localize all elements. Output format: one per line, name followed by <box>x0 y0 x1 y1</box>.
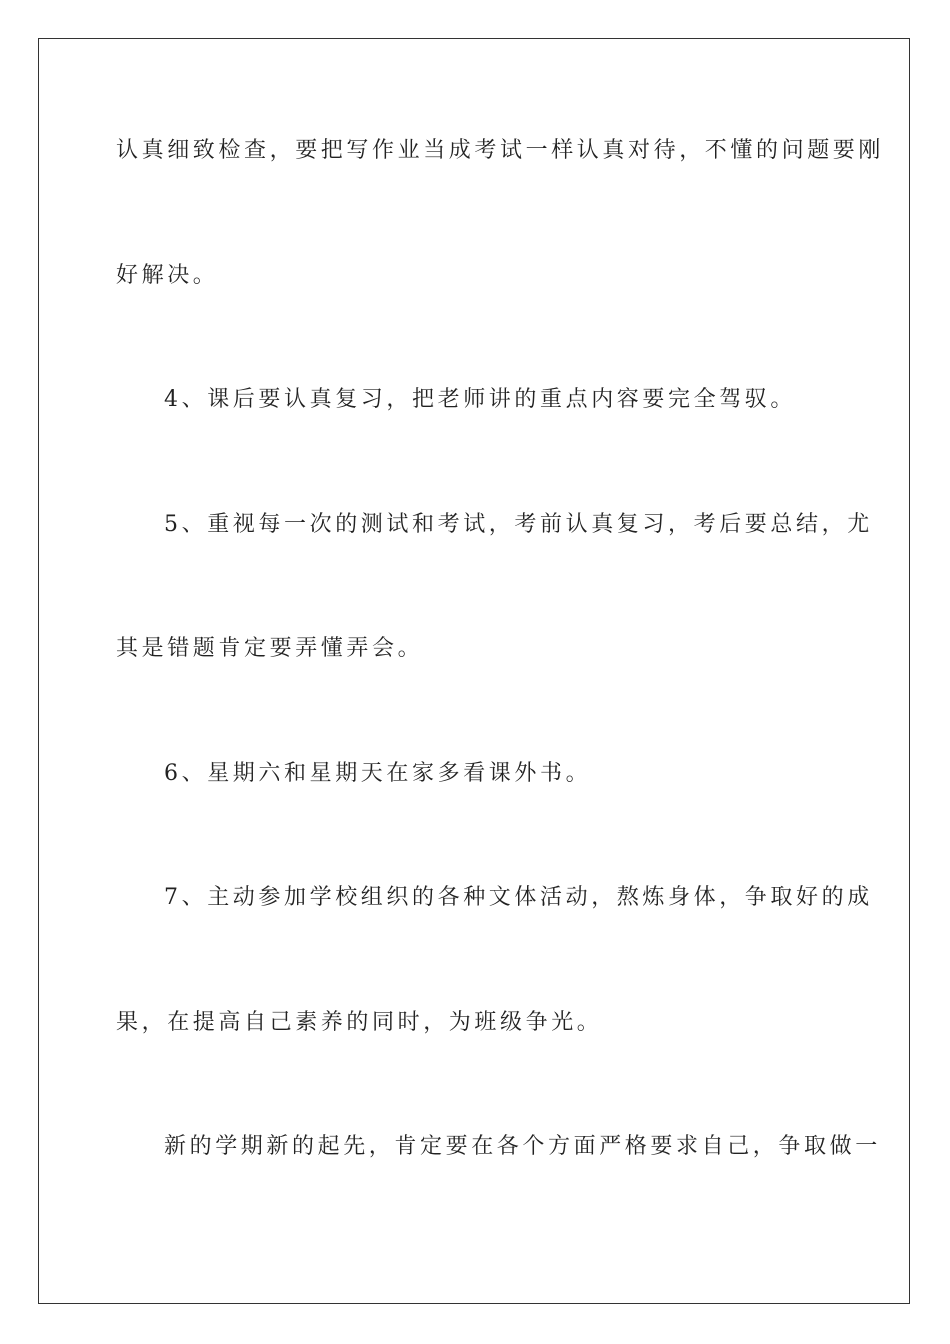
text-line-6: 6、星期六和星期天在家多看课外书。 <box>164 761 592 786</box>
text-line-2: 好解决。 <box>116 263 219 288</box>
text-line-7: 7、主动参加学校组织的各种文体活动，熬炼身体，争取好的成 <box>164 885 873 910</box>
text-line-5: 其是错题肯定要弄懂弄会。 <box>116 636 424 661</box>
text-line-1: 认真细致检查，要把写作业当成考试一样认真对待，不懂的问题要刚 <box>116 138 885 163</box>
text-line-3: 4、课后要认真复习，把老师讲的重点内容要完全驾驭。 <box>164 387 796 412</box>
text-line-4: 5、重视每一次的测试和考试，考前认真复习，考后要总结，尤 <box>164 512 873 537</box>
page-border <box>38 38 910 1304</box>
text-line-9: 新的学期新的起先，肯定要在各个方面严格要求自己，争取做一 <box>164 1134 881 1159</box>
text-line-8: 果，在提高自己素养的同时，为班级争光。 <box>116 1010 603 1035</box>
